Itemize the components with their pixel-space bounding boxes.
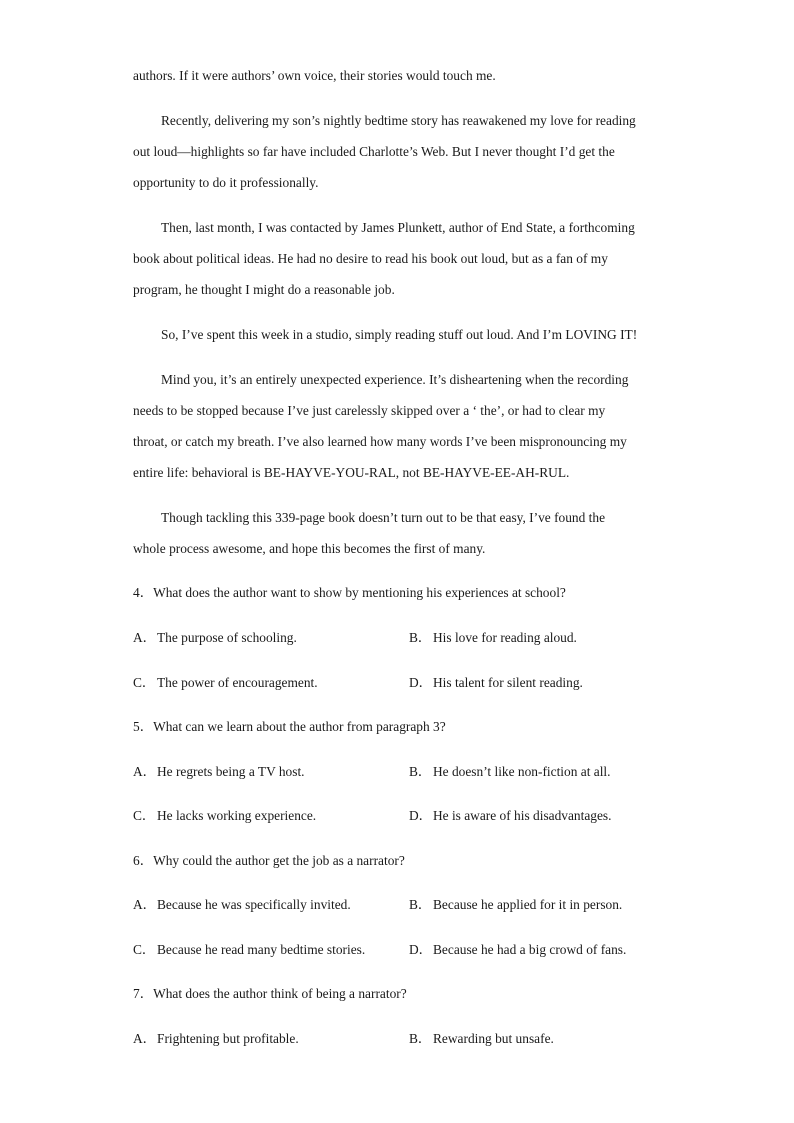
option-letter: C．: [133, 942, 156, 957]
option-letter: A．: [133, 1031, 157, 1046]
passage-line: out loud—highlights so far have included Charlotte’s Web. But I never thought I’d get the: [133, 144, 615, 159]
option-b[interactable]: [409, 1031, 554, 1047]
option-text: Because he applied for it in person.: [433, 897, 623, 912]
option-text: The purpose of schooling.: [157, 630, 297, 645]
option-letter: B．: [409, 897, 432, 912]
option-text: Rewarding but unsafe.: [433, 1031, 554, 1046]
option-letter: B．: [409, 1031, 432, 1046]
passage-line: book about political ideas. He had no desire to read his book out loud, but as a fan of my: [133, 251, 608, 266]
option-b[interactable]: [409, 630, 577, 646]
option-a[interactable]: [133, 630, 297, 646]
passage-line: needs to be stopped because I’ve just carelessly skipped over a ‘ the’, or had to clear my: [133, 403, 606, 418]
option-text: He doesn’t like non-fiction at all.: [433, 764, 611, 779]
option-text: His love for reading aloud.: [433, 630, 577, 645]
option-text: The power of encouragement.: [157, 675, 318, 690]
option-b[interactable]: [409, 897, 622, 913]
passage-line: throat, or catch my breath. I’ve also learned how many words I’ve been mispronouncing my: [133, 434, 627, 449]
option-text: Because he was specifically invited.: [157, 897, 351, 912]
passage-line: entire life: behavioral is BE-HAYVE-YOU-RAL, not BE-HAYVE-EE-AH-RUL.: [133, 465, 570, 480]
option-text: Because he read many bedtime stories.: [157, 942, 366, 957]
option-d[interactable]: [409, 942, 626, 958]
option-letter: D．: [409, 942, 433, 957]
option-letter: D．: [409, 808, 433, 823]
option-a[interactable]: [133, 764, 305, 780]
option-letter: B．: [409, 764, 432, 779]
option-a[interactable]: [133, 1031, 299, 1047]
passage-line: Though tackling this 339-page book doesn’t turn out to be that easy, I’ve found the: [161, 510, 606, 525]
option-letter: A．: [133, 897, 157, 912]
option-letter: B．: [409, 630, 432, 645]
option-letter: C．: [133, 675, 156, 690]
option-text: He regrets being a TV host.: [157, 764, 305, 779]
option-text: Because he had a big crowd of fans.: [433, 942, 627, 957]
question-stem: 7．What does the author think of being a narrator?: [133, 986, 407, 1001]
option-text: His talent for silent reading.: [433, 675, 583, 690]
passage-line: Recently, delivering my son’s nightly bedtime story has reawakened my love for reading: [161, 113, 636, 128]
option-text: He is aware of his disadvantages.: [433, 808, 612, 823]
option-d[interactable]: [409, 808, 612, 824]
option-b[interactable]: [409, 764, 611, 780]
option-letter: A．: [133, 630, 157, 645]
passage-line: So, I’ve spent this week in a studio, simply reading stuff out loud. And I’m LOVING IT!: [161, 327, 638, 342]
option-c[interactable]: [133, 942, 365, 958]
question-stem: 6．Why could the author get the job as a narrator?: [133, 853, 405, 868]
passage-line: Then, last month, I was contacted by James Plunkett, author of End State, a forthcoming: [161, 220, 635, 235]
option-c[interactable]: [133, 675, 318, 691]
option-a[interactable]: [133, 897, 351, 913]
question-stem: 4．What does the author want to show by mentioning his experiences at school?: [133, 585, 566, 600]
passage-line: whole process awesome, and hope this becomes the first of many.: [133, 541, 486, 556]
option-letter: D．: [409, 675, 433, 690]
option-letter: A．: [133, 764, 157, 779]
option-c[interactable]: [133, 808, 316, 824]
option-letter: C．: [133, 808, 156, 823]
option-d[interactable]: [409, 675, 583, 691]
option-text: Frightening but profitable.: [157, 1031, 299, 1046]
passage-line: Mind you, it’s an entirely unexpected experience. It’s disheartening when the recording: [161, 372, 629, 387]
passage-line: authors. If it were authors’ own voice, their stories would touch me.: [133, 68, 496, 83]
option-text: He lacks working experience.: [157, 808, 317, 823]
passage-line: opportunity to do it professionally.: [133, 175, 319, 190]
question-stem: 5．What can we learn about the author from paragraph 3?: [133, 719, 446, 734]
passage-line: program, he thought I might do a reasonable job.: [133, 282, 395, 297]
